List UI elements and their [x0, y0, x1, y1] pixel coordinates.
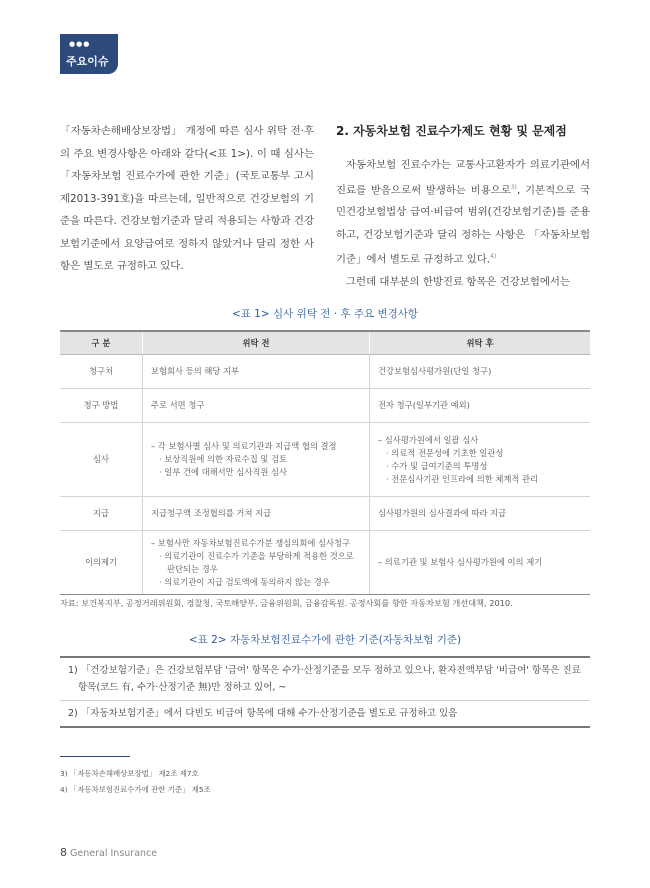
- list-item: 판단되는 경우: [167, 563, 218, 574]
- list-item: · 의료기관이 진료수가 기준을 부당하게 적용한 것으로: [159, 550, 354, 561]
- list-item: · 의료기관이 지급 검토액에 동의하지 않는 경우: [159, 576, 330, 587]
- cell-before: 주로 서면 청구: [143, 389, 370, 423]
- list-item: · 수가 및 급여기준의 투명성: [386, 460, 488, 471]
- table2-row-1-line-1: 1) 「건강보험기준」은 건강보험부담 '급여' 항목은 수가·산정기준을 모두 정하고 있으나, 환자전액부담 '비급여' 항목은 진료: [68, 665, 581, 676]
- table2-row-1-line-2: 항목(코드 有, 수가·산정기준 無)만 정하고 있어, ~: [78, 682, 287, 693]
- cell-before: [143, 423, 370, 497]
- row-label: 청구처: [60, 355, 143, 389]
- list-item: · 보상직원에 의한 자료수집 및 검토: [159, 454, 288, 464]
- footnote-4: 4) 「자동차보험진료수가에 관한 기준」 제5조: [60, 785, 211, 794]
- row-label: 이의제기: [60, 531, 143, 595]
- cell-before: [143, 531, 370, 595]
- right-paragraph-2: 그런데 대부분의 한방진료 항목은 건강보험에서는: [346, 276, 570, 289]
- table2-row-2: 2) 「자동차보험기준」에서 다빈도 비급여 항목에 대해 수가·산정기준을 별도로 규정하고 있음: [60, 700, 590, 726]
- left-column: [60, 120, 314, 278]
- table-row: [60, 497, 590, 531]
- table-row: [60, 423, 590, 497]
- list-item: · 일부 건에 대해서만 심사직원 심사: [159, 467, 288, 477]
- row-label: 심사: [60, 423, 143, 497]
- page-number: 8: [60, 846, 67, 859]
- page-footer: [60, 846, 157, 859]
- table-row: [60, 531, 590, 595]
- table-row: [60, 355, 590, 389]
- table-row: [60, 389, 590, 423]
- table1-header-before: 위탁 전: [143, 331, 370, 355]
- section-badge: [60, 34, 118, 74]
- cell-after: 건강보험심사평가원(단일 청구): [370, 355, 591, 389]
- list-item: · 전문심사기관 인프라에 의한 체계적 관리: [386, 473, 539, 484]
- footnote-3: 3) 「자동차손해배상보장법」 제2조 제7호: [60, 769, 199, 778]
- list-item: – 각 보험사별 심사 및 의료기관과 지급액 협의 결정: [151, 441, 337, 451]
- table1: [60, 330, 590, 595]
- footnote-ref-3[interactable]: 3): [510, 183, 517, 191]
- dots-icon: ●●●: [69, 40, 91, 48]
- list-item: – 보험사만 자동차보험진료수가분 쟁심의회에 심사청구: [151, 537, 351, 548]
- cell-after: – 의료기관 및 보험사 심사평가원에 이의 제기: [370, 531, 591, 595]
- table1-header-after: 위탁 후: [370, 331, 591, 355]
- cell-after: 전자 청구(일부기관 예외): [370, 389, 591, 423]
- cell-before: 지급청구액 조정협의를 거쳐 지급: [143, 497, 370, 531]
- table1-caption: <표 1> 심사 위탁 전 · 후 주요 변경사항: [231, 308, 419, 320]
- row-label: 청구 방법: [60, 389, 143, 423]
- section-heading: 2. 자동차보험 진료수가제도 현황 및 문제점: [336, 124, 567, 138]
- cell-after: [370, 423, 591, 497]
- cell-before: 보험회사 등의 해당 지부: [143, 355, 370, 389]
- table2-caption: <표 2> 자동차보험진료수가에 관한 기준(자동차보험 기준): [188, 634, 462, 646]
- table1-header-category: 구 분: [60, 331, 143, 355]
- list-item: · 의료적 전문성에 기초한 일관성: [386, 447, 504, 458]
- list-item: – 심사평가원에서 일괄 심사: [378, 434, 479, 445]
- footnote-ref-4[interactable]: 4): [490, 253, 497, 261]
- left-column-paragraph: 「자동차손해배상보장법」 개정에 따른 심사 위탁 전·후의 주요 변경사항은 아래와 같다(<표 1>). 이 때 심사는 「자동차보험 진료수가에 관한 기준」(국토교통부 고시 제2013-391호)을 따르는데, 일반적으로 건강보험의 기준을 따른다. 건강보험기준과 달리 적용되는 사항과 건강보험기준에서 요양급여로 정하지 않았거나 달리 정한 사항은 별도로 규정하고 있다.: [60, 125, 314, 272]
- section-badge-label: 주요이슈: [66, 55, 109, 68]
- table2: [60, 656, 590, 728]
- table2-row-1: [60, 658, 590, 700]
- right-paragraph-1: 자동차보험 진료수가는 교통사고환자가 의료기관에서 진료를 받음으로써 발생하는 비용으로$^{3)}$, 기본적으로 국민건강보험법상 급여·비급여 범위(건강보험기준)를 준용하고, 건강보험기준과 달리 정하는 사항은 「자동차보험기준」에서 별도로 규정하고 있다.$^{4)}$: [336, 159, 590, 266]
- row-label: 지급: [60, 497, 143, 531]
- publication-title: General Insurance: [70, 848, 158, 859]
- table1-source: 자료: 보건복지부, 공정거래위원회, 경찰청, 국토해양부, 금융위원회, 금융감독원. 공정사회를 향한 자동차보험 개선대책, 2010.: [60, 598, 513, 608]
- footnote-divider: [60, 756, 130, 757]
- table1-header-row: [60, 331, 590, 355]
- cell-after: 심사평가원의 심사결과에 따라 지급: [370, 497, 591, 531]
- right-column: [336, 120, 590, 294]
